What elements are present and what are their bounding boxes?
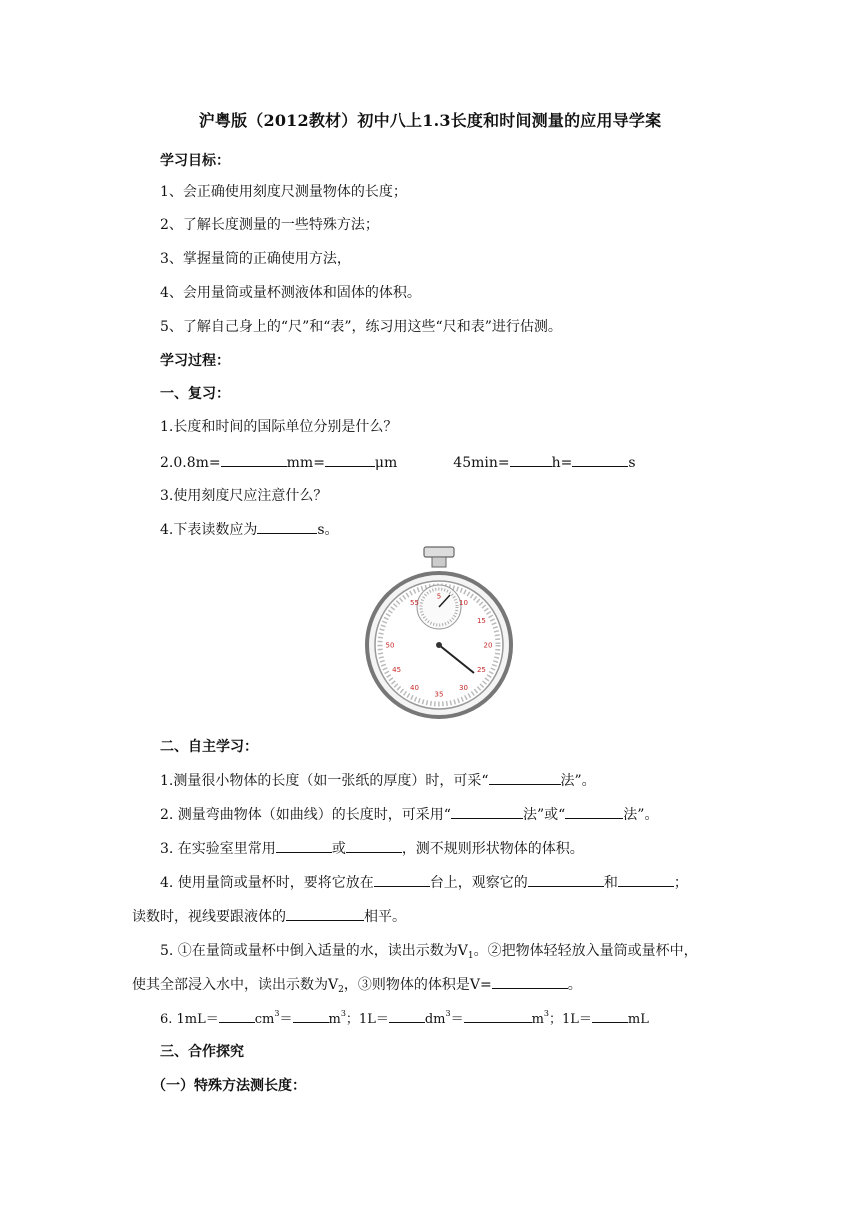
answer-blank[interactable] bbox=[464, 1008, 532, 1023]
goal-item-5: 5、了解自己身上的“尺”和“表”，练习用这些“尺和表”进行估测。 bbox=[160, 319, 562, 335]
self-study-question-1: 1.测量很小物体的长度（如一张纸的厚度）时，可采“ 法”。 bbox=[160, 770, 596, 790]
self-study-question-5: 5. ①在量筒或量杯中倒入适量的水，读出示数为$V_1$。②把物体轻轻放入量筒或量杯中， bbox=[160, 943, 698, 961]
self-study-question-4: 4. 使用量筒或量杯时，要将它放在 台上，观察它的 和 ； bbox=[160, 872, 688, 892]
review-heading: 一、复习： bbox=[160, 386, 230, 402]
answer-blank[interactable] bbox=[528, 872, 604, 887]
coop-heading: 三、合作探究 bbox=[160, 1044, 244, 1060]
self-study-heading: 二、自主学习： bbox=[160, 739, 258, 755]
self-study-question-3: 3. 在实验室里常用 或 ，测不规则形状物体的体积。 bbox=[160, 838, 584, 858]
dial-number: 45 bbox=[392, 666, 402, 674]
answer-blank[interactable] bbox=[346, 838, 402, 853]
self-study-question-2: 2. 测量弯曲物体（如曲线）的长度时，可采用“ 法”或“ 法”。 bbox=[160, 804, 658, 824]
dial-number: 10 bbox=[459, 599, 468, 608]
answer-blank[interactable] bbox=[374, 872, 430, 887]
dial-number: 5 bbox=[436, 592, 442, 601]
self-study-question-5-cont: 使其全部浸入水中，读出示数为$V_2$，③则物体的体积是V= 。 bbox=[132, 974, 582, 995]
self-study-question-6: 6. $1mL= cm^3= m^3$；$1L= dm^3= m^3$；1L＝ mL bbox=[160, 1009, 649, 1027]
answer-blank[interactable] bbox=[257, 519, 317, 534]
answer-blank[interactable] bbox=[489, 770, 561, 785]
goal-item-4: 4、会用量筒或量杯测液体和固体的体积。 bbox=[160, 285, 421, 301]
review-question-2: 2.0.8m= mm= μm 45min= h= s bbox=[160, 452, 636, 471]
goal-item-2: 2、了解长度测量的一些特殊方法； bbox=[160, 217, 379, 233]
answer-blank[interactable] bbox=[592, 1008, 628, 1023]
page-title: 沪粤版（2012教材）初中八上1.3长度和时间测量的应用导学案 bbox=[198, 111, 662, 130]
dial-number: 40 bbox=[410, 683, 419, 692]
answer-blank[interactable] bbox=[572, 452, 628, 467]
stopwatch-image bbox=[364, 545, 514, 720]
dial-number: 15 bbox=[476, 617, 486, 625]
answer-blank[interactable] bbox=[276, 838, 332, 853]
review-question-4: 4.下表读数应为 s。 bbox=[160, 519, 339, 539]
coop-subheading-1: （一）特殊方法测长度： bbox=[152, 1078, 306, 1094]
process-heading: 学习过程： bbox=[160, 353, 230, 369]
answer-blank[interactable] bbox=[618, 872, 674, 887]
review-question-3: 3.使用刻度尺应注意什么？ bbox=[160, 488, 328, 504]
answer-blank[interactable] bbox=[510, 452, 552, 467]
answer-blank[interactable] bbox=[286, 906, 364, 921]
answer-blank[interactable] bbox=[389, 1008, 425, 1023]
dial-number: 20 bbox=[483, 641, 493, 650]
answer-blank[interactable] bbox=[221, 452, 287, 467]
answer-blank[interactable] bbox=[219, 1008, 255, 1023]
dial-number: 55 bbox=[410, 599, 419, 608]
answer-blank[interactable] bbox=[451, 804, 523, 819]
answer-blank[interactable] bbox=[293, 1008, 329, 1023]
self-study-question-4-cont: 读数时，视线要跟液体的 相平。 bbox=[132, 906, 406, 926]
dial-number: 35 bbox=[434, 690, 444, 699]
dial-number: 30 bbox=[459, 683, 468, 692]
goal-item-3: 3、掌握量筒的正确使用方法， bbox=[160, 251, 351, 267]
goal-item-1: 1、会正确使用刻度尺测量物体的长度； bbox=[160, 184, 407, 200]
dial-number: 50 bbox=[385, 641, 395, 650]
goals-heading: 学习目标： bbox=[160, 153, 230, 169]
answer-blank[interactable] bbox=[565, 804, 623, 819]
answer-blank[interactable] bbox=[492, 974, 568, 989]
answer-blank[interactable] bbox=[325, 452, 375, 467]
dial-number: 25 bbox=[476, 666, 486, 674]
review-question-1: 1.长度和时间的国际单位分别是什么？ bbox=[160, 419, 398, 435]
